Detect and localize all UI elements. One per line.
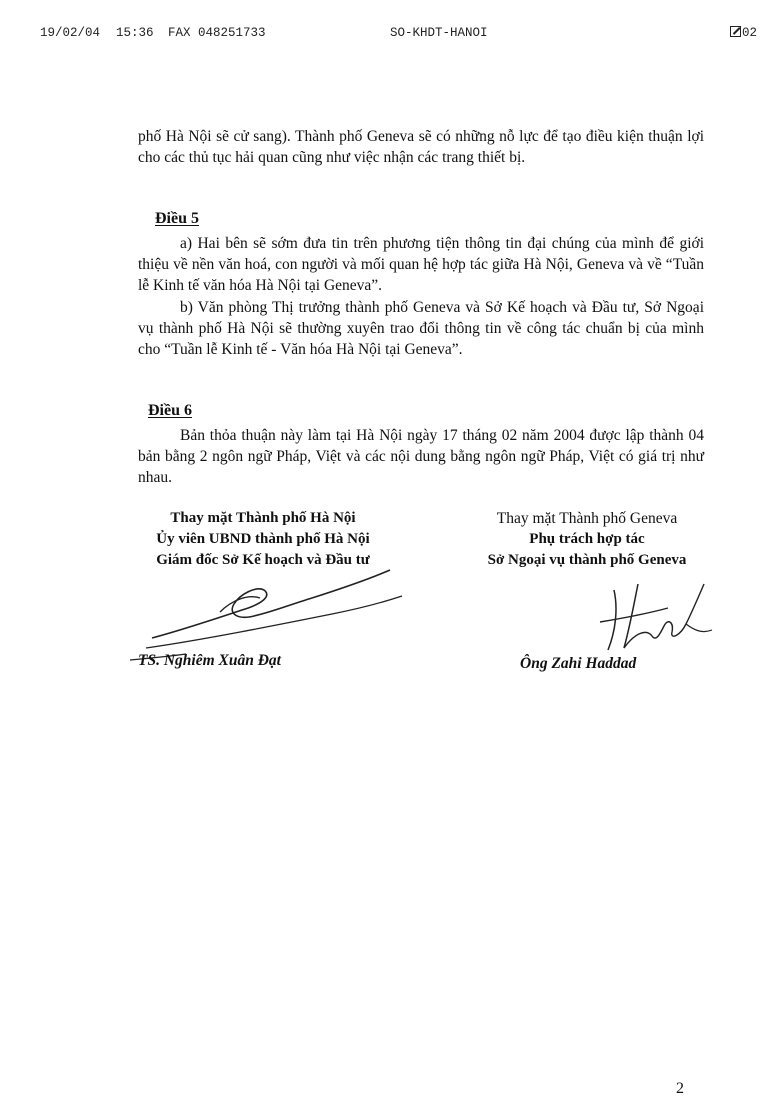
page-number: 2: [676, 1080, 684, 1097]
geneva-line-2: Phụ trách hợp tác: [529, 531, 645, 547]
fax-sender: SO-KHDT-HANOI: [390, 26, 488, 40]
checkbox-icon: [730, 26, 741, 37]
hanoi-line-2: Ủy viên UBND thành phố Hà Nội: [156, 531, 370, 547]
article-6-text: Bản thỏa thuận này làm tại Hà Nội ngày 17 tháng 02 năm 2004 được lập thành 04 bản bằng 2 ngôn ngữ Pháp, Việt và các nội dung bằng ngôn ngữ Pháp, Việt có giá trị như nhau.: [138, 427, 704, 486]
hanoi-line-1: Thay mặt Thành phố Hà Nội: [170, 510, 356, 526]
article-5b-text: b) Văn phòng Thị trưởng thành phố Geneva và Sở Kế hoạch và Đầu tư, Sở Ngoại vụ thành phố Hà Nội sẽ thường xuyên trao đổi thông tin về công tác chuẩn bị của mình cho “Tuần lễ Kinh tế - Văn hóa Hà Nội tại Geneva”.: [138, 299, 704, 358]
paragraph-continuation: phố Hà Nội sẽ cử sang). Thành phố Geneva sẽ có những nỗ lực để tạo điều kiện thuận lợi cho các thủ tục hải quan cũng như việc nhận các trang thiết bị.: [138, 128, 704, 166]
article-5a-text: a) Hai bên sẽ sớm đưa tin trên phương tiện thông tin đại chúng của mình để giới thiệu về nền văn hoá, con người và mối quan hệ hợp tác giữa Hà Nội, Geneva và về “Tuần lễ Kinh tế văn hóa Hà Nội tại Geneva”.: [138, 235, 704, 294]
article-6-paragraph: [138, 425, 704, 488]
hanoi-line-3: Giám đốc Sở Kế hoạch và Đầu tư: [156, 552, 370, 568]
fax-page-number: 02: [742, 26, 758, 40]
geneva-line-3: Sở Ngoại vụ thành phố Geneva: [487, 552, 687, 568]
fax-page-indicator: [730, 26, 758, 40]
fax-date: 19/02/04: [40, 26, 101, 40]
fax-header: [40, 26, 758, 46]
hanoi-signer-name: TS. Nghiêm Xuân Đạt: [138, 652, 281, 669]
article-6-heading: Điều 6: [148, 402, 192, 419]
geneva-handwritten-signature: [594, 578, 716, 658]
signature-block-geneva: [442, 508, 732, 571]
article-5-heading: Điều 5: [155, 210, 199, 227]
fax-number: FAX 048251733: [168, 26, 266, 40]
geneva-signer-name: Ông Zahi Haddad: [520, 655, 637, 672]
article-5a-paragraph: [138, 233, 704, 296]
fax-time: 15:36: [116, 26, 154, 40]
article-5b-paragraph: [138, 297, 704, 360]
geneva-line-1: Thay mặt Thành phố Geneva: [496, 510, 678, 527]
